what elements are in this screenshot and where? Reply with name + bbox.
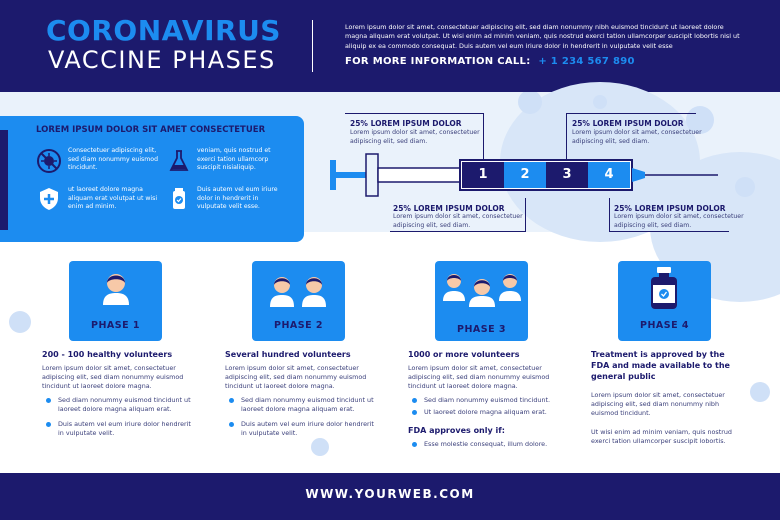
person-icon bbox=[99, 269, 133, 305]
callout-3-title: 25% LOREM IPSUM DOLOR bbox=[393, 204, 505, 213]
info-box-accent bbox=[0, 130, 8, 230]
more-info bbox=[345, 56, 635, 67]
callout-1-text: Lorem ipsum dolor sit amet, consectetuer adipiscing elit, sed diam. bbox=[350, 129, 480, 145]
vaccine-vial-icon bbox=[166, 186, 192, 212]
callout-2-title: 25% LOREM IPSUM DOLOR bbox=[572, 119, 684, 128]
phase-3-label: PHASE 3 bbox=[456, 324, 506, 335]
title-line-2: VACCINE PHASES bbox=[48, 46, 276, 74]
title-line-1: CORONAVIRUS bbox=[46, 14, 281, 47]
info-item-1: Consectetuer adipiscing elit, sed diam nonummy euismod tincidunt. bbox=[68, 147, 159, 172]
callout-3-text: Lorem ipsum dolor sit amet, consectetuer adipiscing elit, sed diam. bbox=[393, 213, 523, 229]
callout-line bbox=[390, 231, 526, 232]
shield-plus-icon bbox=[36, 186, 62, 212]
callout-line bbox=[609, 231, 729, 232]
callout-line bbox=[566, 113, 567, 161]
syringe-segment-1: 1 bbox=[478, 167, 488, 182]
syringe-segment-4: 4 bbox=[604, 167, 614, 182]
callout-4-title: 25% LOREM IPSUM DOLOR bbox=[614, 204, 726, 213]
callout-1-title: 25% LOREM IPSUM DOLOR bbox=[350, 119, 462, 128]
syringe-segment-2: 2 bbox=[520, 167, 530, 182]
group-people-icon bbox=[443, 267, 521, 307]
intro-text: Lorem ipsum dolor sit amet, consectetuer adipiscing elit, sed diam nonummy nibh euismod tincidunt ut laoreet dolore magna aliquam erat volutpat. Ut wisi enim ad minim veniam, quis nostrud exerci tation ullamcorper suscipit lobortis nisl ut aliquip ex ea commodo consequat. Duis autem vel eum iriure dolor in hendrerit in vulputate velit esse bbox=[345, 23, 740, 50]
phase-1-bullet: Duis autem vel eum iriure dolor hendrerit in vulputate velit. bbox=[44, 420, 194, 438]
callout-line bbox=[525, 198, 526, 231]
callout-line bbox=[345, 113, 483, 114]
phase-3-title: 1000 or more volunteers bbox=[408, 350, 520, 359]
phase-2-bullet: Sed diam nonummy euismod tincidunt ut laoreet dolore magna aliquam erat. bbox=[227, 396, 377, 414]
header bbox=[0, 0, 780, 92]
header-divider bbox=[312, 20, 313, 72]
phase-2-label: PHASE 2 bbox=[273, 320, 323, 331]
info-item-4: Duis autem vel eum iriure dolor in hendrerit in vulputate velit esse. bbox=[197, 186, 278, 211]
website-link[interactable]: WWW.YOURWEB.COM bbox=[305, 487, 475, 501]
phase-3-subtitle: FDA approves only if: bbox=[408, 426, 505, 435]
phase-4-text-2: Ut wisi enim ad minim veniam, quis nostrud exerci tation ullamcorper suscipit lobortis. bbox=[591, 428, 732, 446]
flask-icon bbox=[166, 148, 192, 174]
info-item-3: ut laoreet dolore magna aliquam erat volutpat ut wisi enim ad minim. bbox=[68, 186, 158, 211]
phase-4-label: PHASE 4 bbox=[639, 320, 689, 331]
phase-4-text: Lorem ipsum dolor sit amet, consectetuer adipiscing elit, sed diam nonummy nibh euismod tincidunt. bbox=[591, 391, 725, 418]
phase-1-title: 200 - 100 healthy volunteers bbox=[42, 350, 173, 359]
info-box bbox=[0, 116, 304, 242]
phase-3-bullet: Sed diam nonummy euismod tincidunt. bbox=[410, 396, 560, 405]
phase-1-text: Lorem ipsum dolor sit amet, consectetuer adipiscing elit, sed diam nonummy euismod tincidunt ut laoreet dolore magna. bbox=[42, 364, 184, 391]
info-item-2: veniam, quis nostrud et exerci tation ullamcorp suscipit nisialiquip. bbox=[197, 147, 271, 172]
phase-4-card bbox=[618, 261, 711, 341]
callout-line bbox=[483, 113, 484, 161]
more-info-label: FOR MORE INFORMATION CALL: bbox=[345, 56, 531, 67]
vaccine-bottle-icon bbox=[649, 267, 679, 309]
phase-1-bullet: Sed diam nonummy euismod tincidunt ut laoreet dolore magna aliquam erat. bbox=[44, 396, 194, 414]
phase-2-title: Several hundred volunteers bbox=[225, 350, 351, 359]
phase-3-text: Lorem ipsum dolor sit amet, consectetuer adipiscing elit, sed diam nonummy euismod tincidunt ut laoreet dolore magna. bbox=[408, 364, 550, 391]
callout-2-text: Lorem ipsum dolor sit amet, consectetuer adipiscing elit, sed diam. bbox=[572, 129, 702, 145]
phase-1-label: PHASE 1 bbox=[90, 320, 140, 331]
phase-2-card bbox=[252, 261, 345, 341]
callout-line bbox=[566, 113, 696, 114]
phase-2-bullet: Duis autem vel eum iriure dolor hendrerit in vulputate velit. bbox=[227, 420, 377, 438]
callout-4-text: Lorem ipsum dolor sit amet, consectetuer adipiscing elit, sed diam. bbox=[614, 213, 744, 229]
phone-number[interactable]: + 1 234 567 890 bbox=[538, 56, 635, 67]
callout-line bbox=[609, 198, 610, 231]
phase-3-sub-bullet: Esse molestie consequat, illum dolore. bbox=[410, 440, 562, 449]
footer bbox=[0, 473, 780, 520]
phase-1-card bbox=[69, 261, 162, 341]
phase-4-title: Treatment is approved by the FDA and made available to the general public bbox=[591, 350, 730, 382]
two-people-icon bbox=[269, 271, 329, 307]
info-box-title: LOREM IPSUM DOLOR SIT AMET CONSECTETUER bbox=[36, 125, 266, 135]
virus-crossed-icon bbox=[36, 148, 62, 174]
phase-3-bullet: Ut laoreet dolore magna aliquam erat. bbox=[410, 408, 560, 417]
syringe-segment-3: 3 bbox=[562, 167, 572, 182]
phase-3-card bbox=[435, 261, 528, 341]
phase-2-text: Lorem ipsum dolor sit amet, consectetuer adipiscing elit, sed diam nonummy euismod tincidunt ut laoreet dolore magna. bbox=[225, 364, 367, 391]
